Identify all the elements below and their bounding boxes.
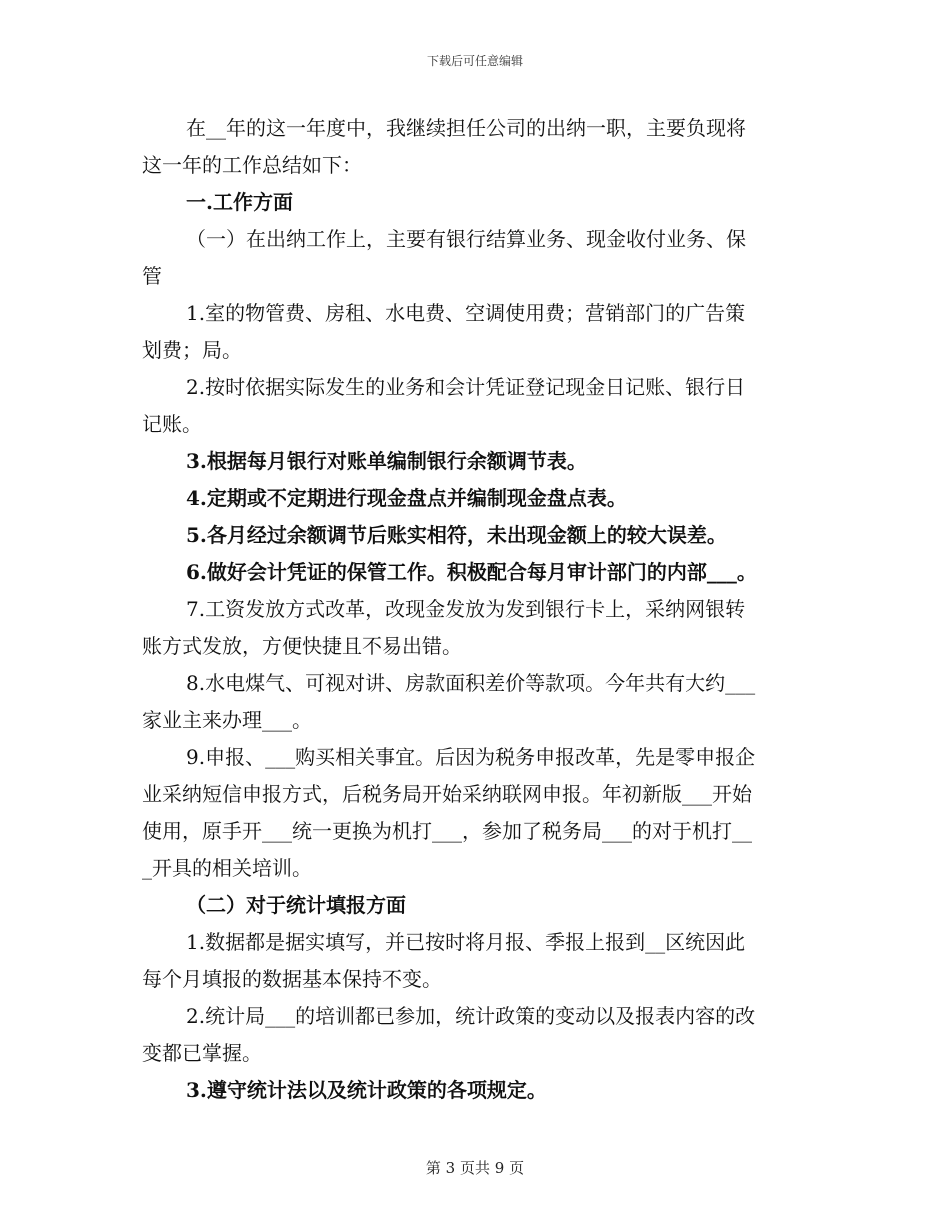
text-line: （一）在出纳工作上，主要有银行结算业务、现金收付业务、保 xyxy=(186,227,746,251)
text-line: 每个月填报的数据基本保持不变。 xyxy=(142,967,442,991)
text-line: 1.数据都是据实填写，并已按时将月报、季报上报到__区统因此 xyxy=(186,930,746,954)
text-line: 账方式发放，方便快捷且不易出错。 xyxy=(142,634,462,658)
text-line: 管 xyxy=(142,264,162,288)
text-line: 2.统计局___的培训都已参加，统计政策的变动以及报表内容的改 xyxy=(186,1004,756,1028)
text-line: 使用，原手开___统一更换为机打___，参加了税务局___的对于机打__ xyxy=(142,819,752,843)
text-line: 5.各月经过余额调节后账实相符，未出现金额上的较大误差。 xyxy=(186,523,727,547)
text-line: 这一年的工作总结如下： xyxy=(142,153,362,177)
text-line: 3.遵守统计法以及统计政策的各项规定。 xyxy=(186,1078,547,1102)
text-line: （二）对于统计填报方面 xyxy=(186,893,406,917)
text-line: _开具的相关培训。 xyxy=(142,856,312,880)
page-header: 下载后可任意编辑 xyxy=(426,54,523,68)
text-line: 记账。 xyxy=(142,412,202,436)
page-footer: 第 3 页共 9 页 xyxy=(425,1159,525,1177)
text-line: 7.工资发放方式改革，改现金发放为发到银行卡上，采纳网银转 xyxy=(186,597,746,621)
text-line: 在__年的这一年度中，我继续担任公司的出纳一职，主要负现将 xyxy=(186,116,746,140)
text-line: 划费；局。 xyxy=(142,338,242,362)
text-line: 4.定期或不定期进行现金盘点并编制现金盘点表。 xyxy=(186,486,627,510)
text-line: 1.室的物管费、房租、水电费、空调使用费；营销部门的广告策 xyxy=(186,301,746,325)
document-body xyxy=(142,110,810,1109)
text-line: 业采纳短信申报方式，后税务局开始采纳联网申报。年初新版___开始 xyxy=(142,782,752,806)
text-line: 一.工作方面 xyxy=(186,190,293,214)
text-line: 3.根据每月银行对账单编制银行余额调节表。 xyxy=(186,449,587,473)
text-line: 家业主来办理___。 xyxy=(142,708,312,732)
text-line: 2.按时依据实际发生的业务和会计凭证登记现金日记账、银行日 xyxy=(186,375,746,399)
text-line: 变都已掌握。 xyxy=(142,1041,262,1065)
text-line: 9.申报、___购买相关事宜。后因为税务申报改革，先是零申报企 xyxy=(186,745,756,769)
text-line: 6.做好会计凭证的保管工作。积极配合每月审计部门的内部___。 xyxy=(186,560,757,584)
text-line: 8.水电煤气、可视对讲、房款面积差价等款项。今年共有大约___ xyxy=(186,671,756,695)
